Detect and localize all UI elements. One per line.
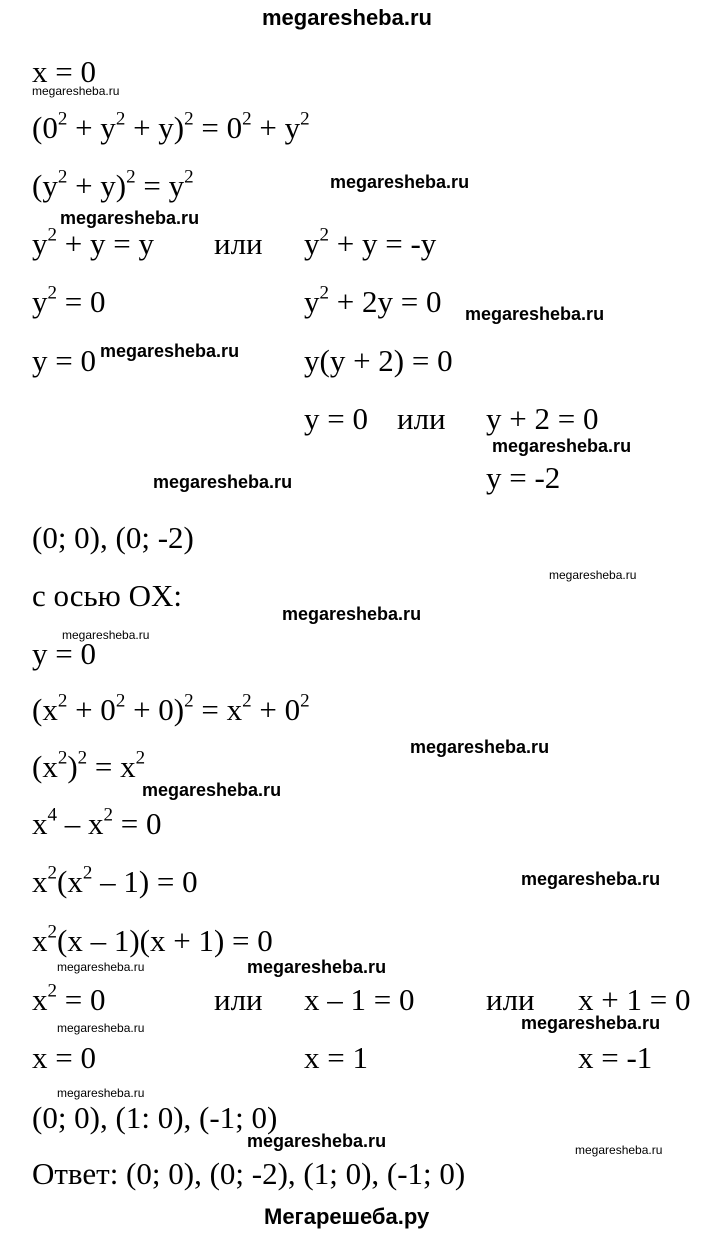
watermark: megaresheba.ru — [492, 436, 632, 456]
math-line: $y^2 = 0$ — [32, 282, 106, 319]
watermark: megaresheba.ru — [57, 960, 145, 974]
math-line: $x^2(x^2 - 1) = 0$ — [32, 862, 198, 899]
watermark: megaresheba.ru — [410, 737, 550, 757]
math-line: $x^4 - x^2 = 0$ — [32, 804, 162, 841]
watermark: megaresheba.ru — [60, 208, 200, 228]
math-line: $y^2 + y = -y$ — [304, 224, 437, 261]
word-or: или — [214, 226, 263, 261]
math-line: x = 0 — [32, 1040, 96, 1075]
math-line: y(y + 2) = 0 — [304, 343, 453, 378]
math-line: $y^2 + 2y = 0$ — [304, 282, 442, 319]
math-line: y = 0 — [304, 401, 368, 436]
watermark: megaresheba.ru — [57, 1086, 145, 1100]
math-line: $(0^2 + y^2 + y)^2 = 0^2 + y^2$ — [32, 108, 310, 145]
answer-line: Ответ: (0; 0), (0; -2), (1; 0), (-1; 0) — [32, 1156, 466, 1191]
math-line: y = 0 — [32, 636, 96, 671]
watermark: megaresheba.ru — [575, 1143, 663, 1157]
page-footer: Мегарешеба.ру — [264, 1204, 430, 1229]
math-line: (0; 0), (1: 0), (-1; 0) — [32, 1100, 278, 1135]
watermark: megaresheba.ru — [521, 869, 661, 889]
watermark: megaresheba.ru — [549, 568, 637, 582]
math-line: y + 2 = 0 — [486, 401, 599, 436]
page-header: megaresheba.ru — [262, 5, 432, 30]
math-line: x = -1 — [578, 1040, 653, 1075]
math-line: y = -2 — [486, 460, 561, 495]
word-or: или — [214, 982, 263, 1017]
watermark: megaresheba.ru — [153, 472, 293, 492]
watermark: megaresheba.ru — [32, 84, 120, 98]
watermark: megaresheba.ru — [282, 604, 422, 624]
math-line: (0; 0), (0; -2) — [32, 520, 194, 555]
math-line: x = 1 — [304, 1040, 368, 1075]
math-line: x – 1 = 0 — [304, 982, 415, 1017]
math-line: $x^2(x - 1)(x + 1) = 0$ — [32, 921, 273, 958]
watermark: megaresheba.ru — [100, 341, 240, 361]
math-line: $(y^2 + y)^2 = y^2$ — [32, 166, 194, 203]
watermark: megaresheba.ru — [62, 628, 150, 642]
watermark: megaresheba.ru — [330, 172, 470, 192]
watermark: megaresheba.ru — [247, 957, 387, 977]
watermark: megaresheba.ru — [142, 780, 282, 800]
word-or: или — [486, 982, 535, 1017]
watermark: megaresheba.ru — [247, 1131, 387, 1151]
word-or: или — [397, 401, 446, 436]
watermark: megaresheba.ru — [57, 1021, 145, 1035]
math-line: x = 0 — [32, 54, 96, 89]
math-line: x + 1 = 0 — [578, 982, 691, 1017]
watermark: megaresheba.ru — [465, 304, 605, 324]
math-line: $(x^2 + 0^2 + 0)^2 = x^2 + 0^2$ — [32, 690, 310, 727]
math-line: $y^2 + y = y$ — [32, 224, 154, 261]
math-line: y = 0 — [32, 343, 96, 378]
math-line: $(x^2)^2 = x^2$ — [32, 747, 146, 784]
math-line: $x^2 = 0$ — [32, 980, 106, 1017]
watermark: megaresheba.ru — [521, 1013, 661, 1033]
section-title: с осью OX: — [32, 578, 182, 613]
